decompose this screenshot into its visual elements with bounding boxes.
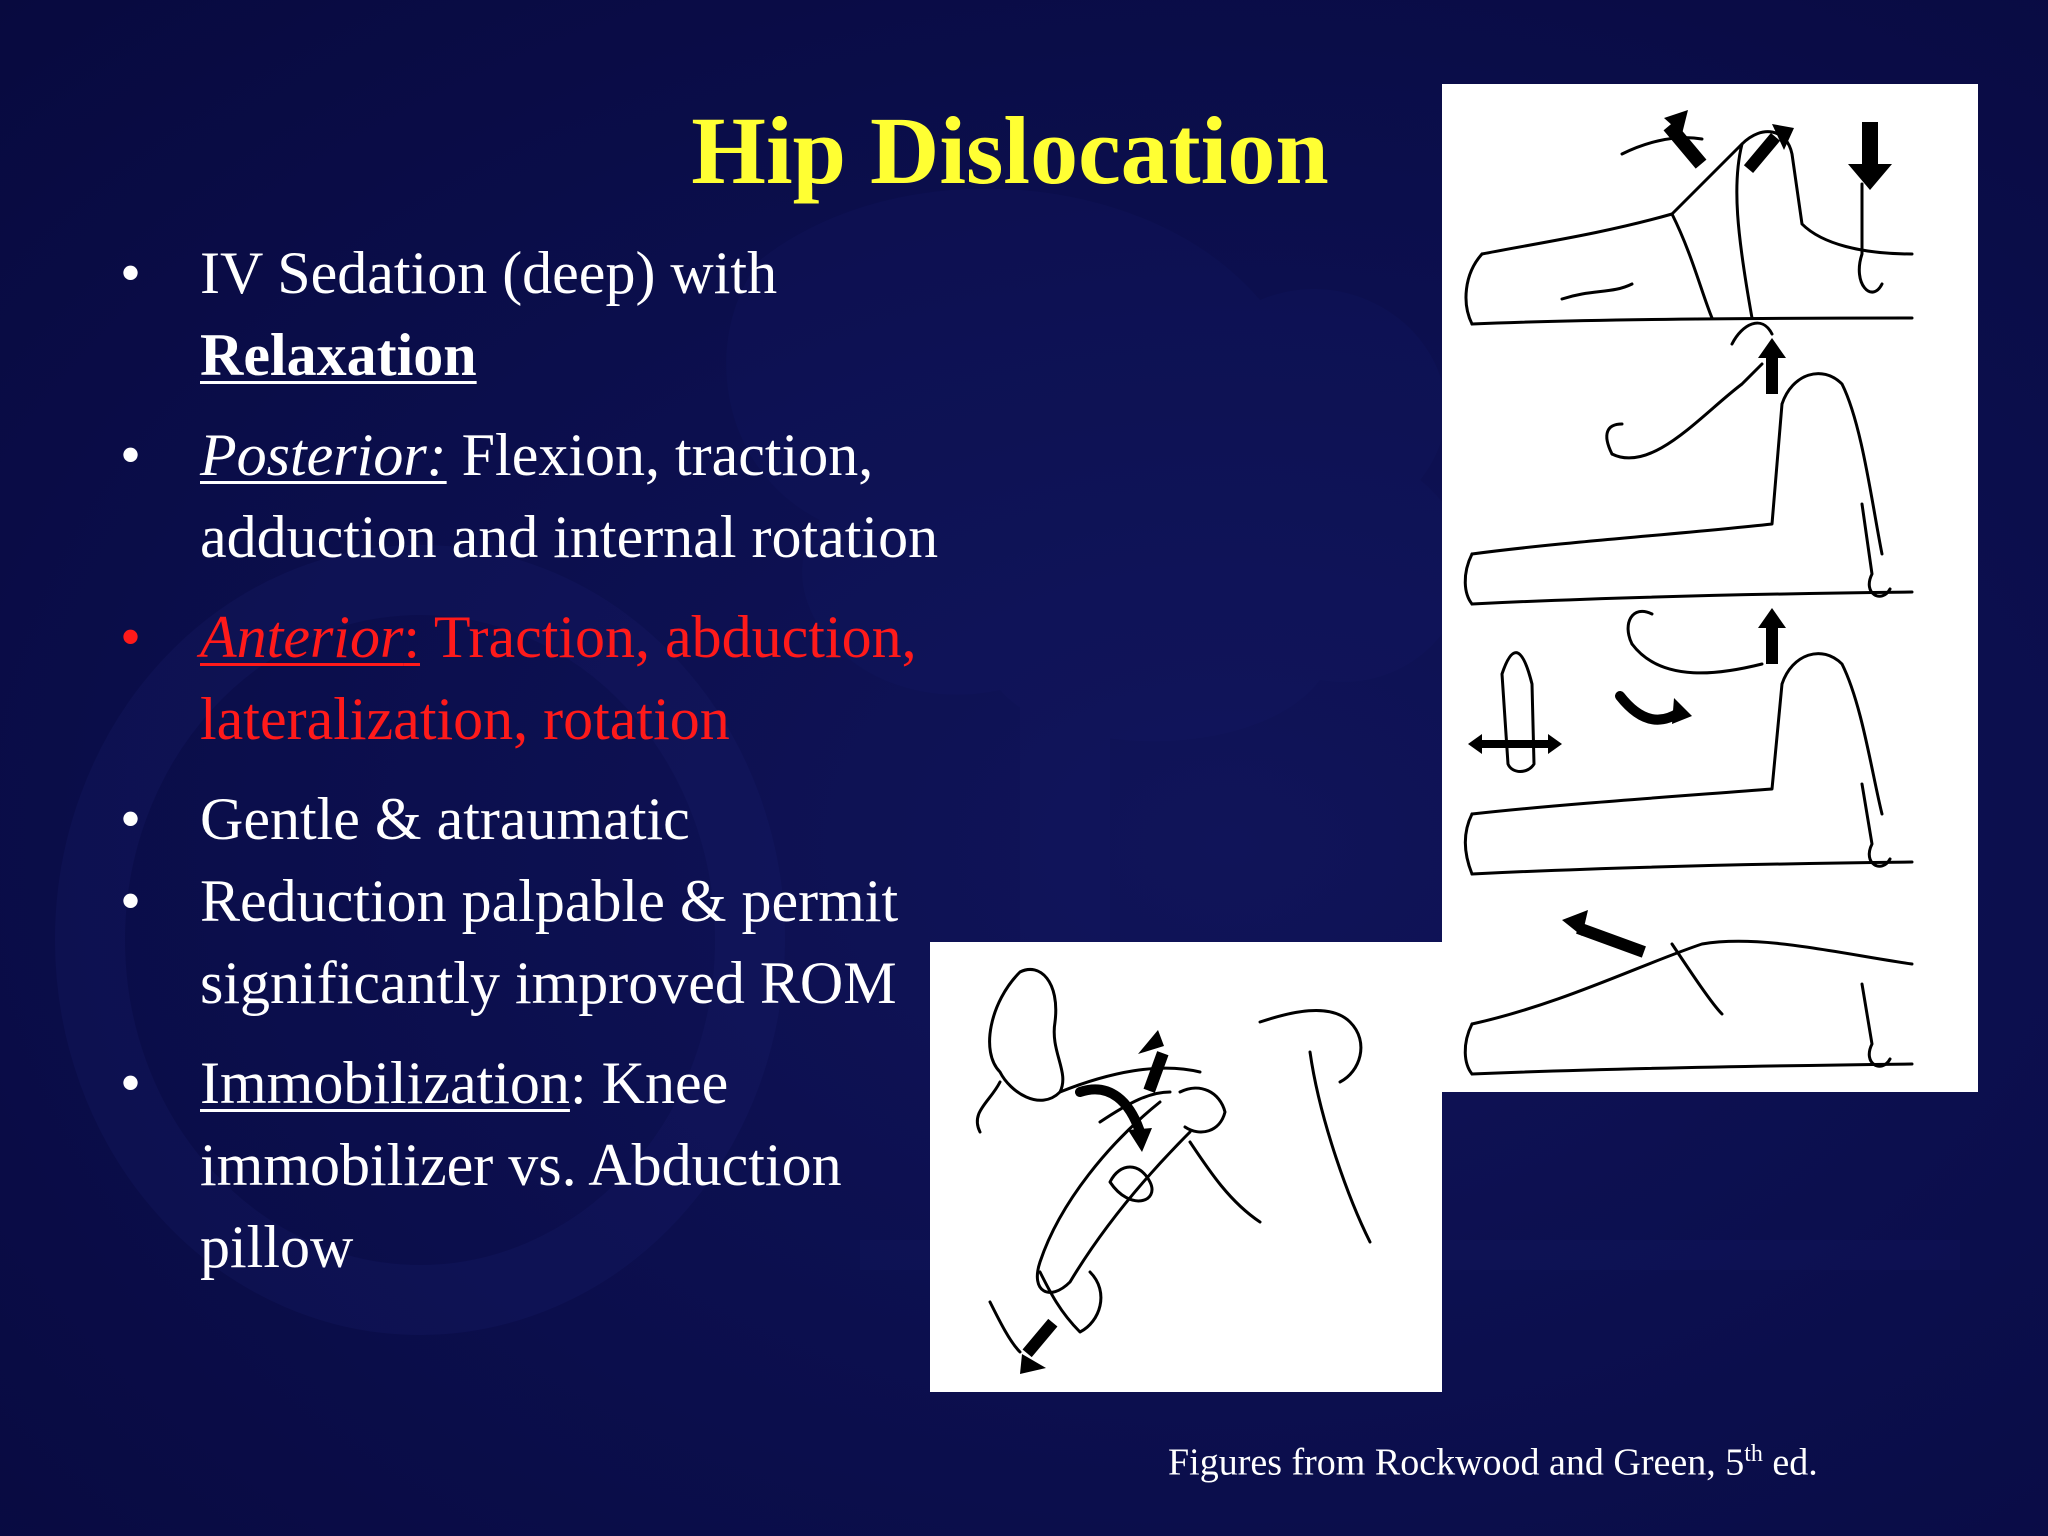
bullet-marker: • — [120, 240, 142, 306]
bullet-label: Immobilization — [200, 1050, 570, 1116]
bullet-marker: • — [120, 1050, 142, 1116]
bullet-text: IV Sedation (deep) with — [200, 240, 778, 306]
bullet-reduction — [120, 860, 940, 1024]
slide-title: Hip Dislocation — [691, 97, 1329, 204]
bullet-text: Flexion, traction, adduction and internal rotation — [200, 422, 939, 570]
bullet-text: : Knee immobilizer vs. Abduction pillow — [200, 1050, 842, 1280]
bullet-text: Reduction palpable & permit significantly improved ROM — [200, 868, 899, 1016]
bullet-immobilization — [120, 1042, 940, 1288]
bullet-marker: • — [120, 422, 142, 488]
bullet-text: Traction, abduction, lateralization, rotation — [200, 604, 917, 752]
bullet-marker: • — [120, 868, 142, 934]
bullet-label: Posterior: — [200, 422, 447, 488]
rotation-arrows — [1020, 1030, 1168, 1374]
panel-1-arrows — [1664, 110, 1892, 190]
bullet-gentle — [120, 778, 940, 860]
panel-4 — [1465, 941, 1912, 1074]
panel-4-arrow — [1562, 910, 1646, 958]
bullet-anterior — [120, 596, 940, 760]
bullet-list — [120, 232, 940, 1288]
caption-text: Figures from Rockwood and Green, 5 — [1168, 1441, 1745, 1484]
reduction-maneuver-sequence-illustration — [1442, 84, 1978, 1092]
figure-caption — [1168, 1430, 1868, 1487]
bullet-emphasis: Relaxation — [200, 322, 477, 388]
panel-2 — [1465, 323, 1912, 604]
femur-outline — [1037, 1102, 1190, 1292]
bullet-text: Gentle & atraumatic — [200, 786, 690, 852]
bullet-marker: • — [120, 786, 142, 852]
bullet-label: Anterior — [200, 604, 404, 670]
caption-suffix: ed. — [1762, 1441, 1818, 1484]
panel-2-arrow — [1758, 338, 1786, 394]
bullet-posterior — [120, 414, 940, 578]
bullet-sedation — [120, 232, 940, 396]
caption-superscript: th — [1744, 1441, 1763, 1467]
bullet-colon: : — [403, 604, 420, 670]
bullet-marker: • — [120, 604, 142, 670]
hip-reduction-close-up-illustration — [930, 942, 1442, 1392]
